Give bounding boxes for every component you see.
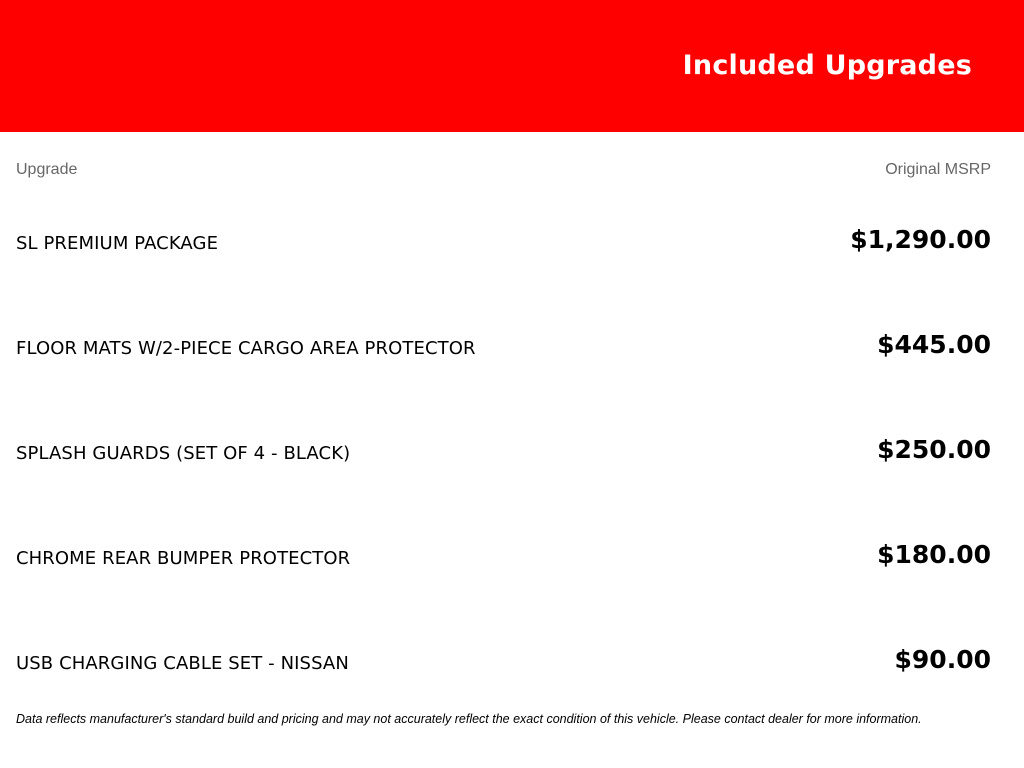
upgrade-name: CHROME REAR BUMPER PROTECTOR — [16, 548, 351, 569]
upgrade-name: USB CHARGING CABLE SET - NISSAN — [16, 653, 349, 674]
upgrade-name: SL PREMIUM PACKAGE — [16, 233, 219, 254]
upgrade-price: $445.00 — [877, 330, 991, 359]
column-headers — [16, 161, 991, 181]
header-banner — [0, 0, 1024, 132]
upgrade-row — [16, 645, 991, 685]
column-header-msrp: Original MSRP — [885, 161, 991, 178]
upgrade-row — [16, 540, 991, 580]
upgrade-price: $1,290.00 — [850, 225, 991, 254]
upgrade-price: $90.00 — [894, 645, 991, 674]
disclaimer-text: Data reflects manufacturer's standard build and pricing and may not accurately reflect the exact condition of this vehicle. Please contact dealer for more information. — [16, 712, 922, 726]
column-header-upgrade: Upgrade — [16, 161, 78, 178]
upgrade-row — [16, 330, 991, 370]
page-title: Included Upgrades — [682, 50, 972, 81]
upgrade-price: $180.00 — [877, 540, 991, 569]
upgrade-price: $250.00 — [877, 435, 991, 464]
upgrade-name: FLOOR MATS W/2-PIECE CARGO AREA PROTECTOR — [16, 338, 476, 359]
upgrade-row — [16, 435, 991, 475]
upgrade-row — [16, 225, 991, 265]
upgrade-name: SPLASH GUARDS (SET OF 4 - BLACK) — [16, 443, 351, 464]
